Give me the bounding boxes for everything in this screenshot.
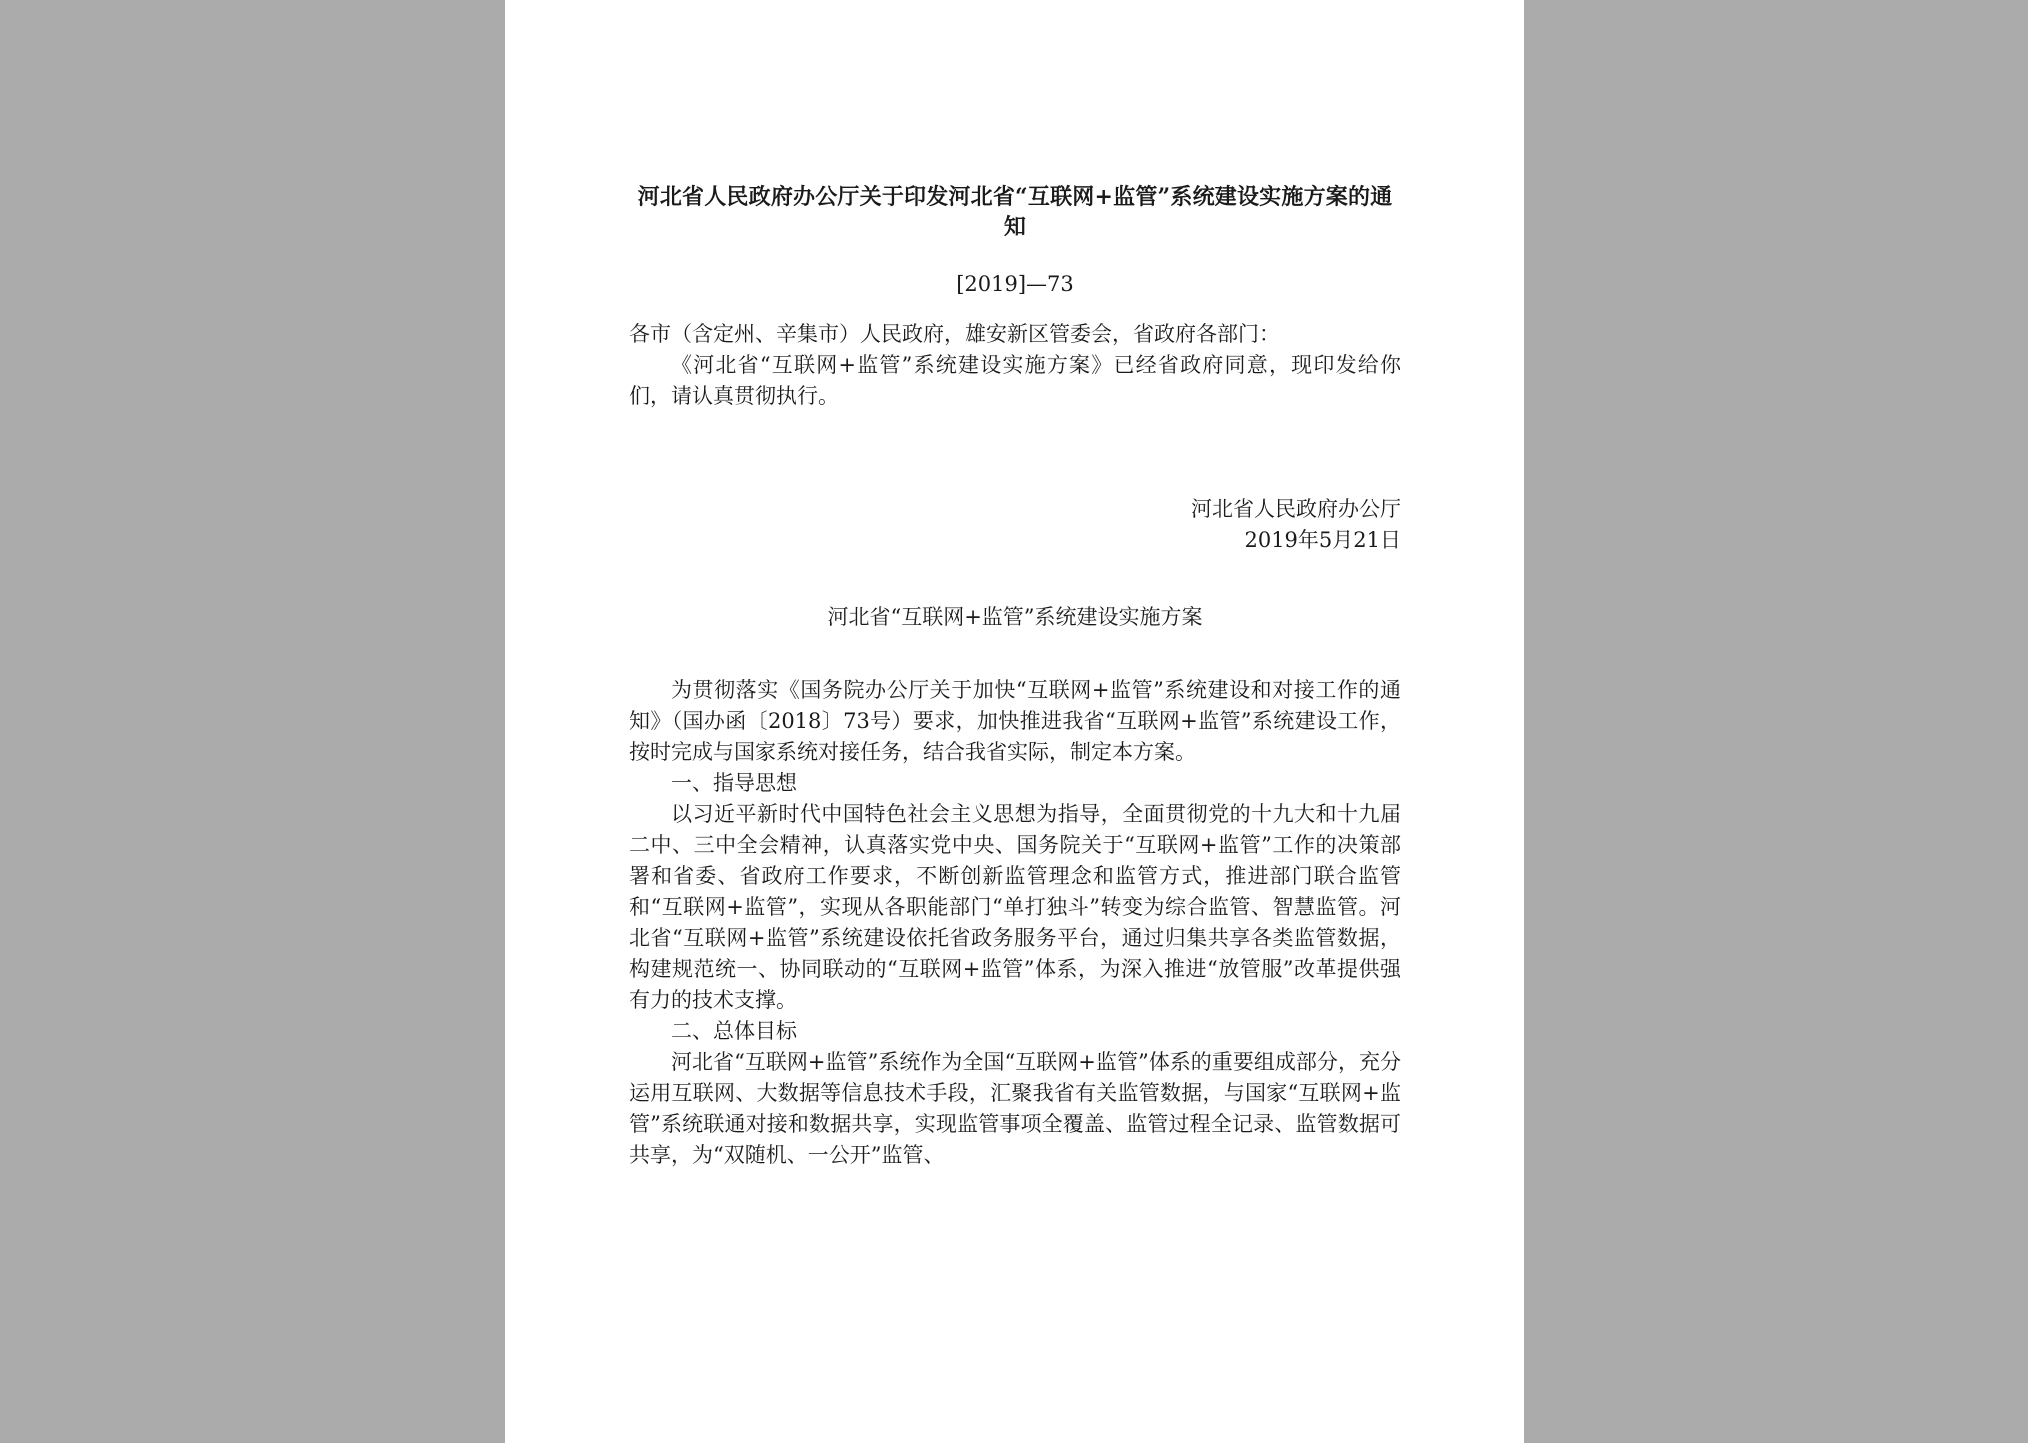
issuer-name: 河北省人民政府办公厅 (1191, 497, 1401, 521)
signature-block (629, 494, 1401, 556)
section-body-1: 以习近平新时代中国特色社会主义思想为指导，全面贯彻党的十九大和十九届二中、三中全会精神，认真落实党中央、国务院关于“互联网+监管”工作的决策部署和省委、省政府工作要求，不断创新监管理念和监管方式，推进部门联合监管和“互联网+监管”，实现从各职能部门“单打独斗”转变为综合监管、智慧监管。河北省“互联网+监管”系统建设依托省政务服务平台，通过归集共享各类监管数据，构建规范统一、协同联动的“互联网+监管”体系，为深入推进“放管服”改革提供强有力的技术支撑。 (629, 802, 1401, 1012)
issue-date: 2019年5月21日 (1244, 528, 1401, 552)
plan-title: 河北省“互联网+监管”系统建设实施方案 (827, 605, 1203, 629)
plan-body (629, 675, 1401, 1171)
section-body-2: 河北省“互联网+监管”系统作为全国“互联网+监管”体系的重要组成部分，充分运用互联网、大数据等信息技术手段，汇聚我省有关监管数据，与国家“互联网+监管”系统联通对接和数据共享，实现监管事项全覆盖、监管过程全记录、监管数据可共享，为“双随机、一公开”监管、 (629, 1050, 1401, 1167)
document-number: [2019]—73 (956, 272, 1074, 296)
page-content (629, 182, 1401, 1171)
addressee-line: 各市（含定州、辛集市）人民政府，雄安新区管委会，省政府各部门： (629, 322, 1280, 346)
notice-body: 《河北省“互联网+监管”系统建设实施方案》已经省政府同意，现印发给你们，请认真贯彻执行。 (629, 353, 1401, 408)
section-heading-2: 二、总体目标 (671, 1019, 797, 1043)
intro-paragraph: 为贯彻落实《国务院办公厅关于加快“互联网+监管”系统建设和对接工作的通知》（国办函〔2018〕73号）要求，加快推进我省“互联网+监管”系统建设工作，按时完成与国家系统对接任务，结合我省实际，制定本方案。 (629, 678, 1401, 764)
notice-title: 河北省人民政府办公厅关于印发河北省“互联网+监管”系统建设实施方案的通知 (637, 184, 1393, 240)
section-heading-1: 一、指导思想 (671, 771, 797, 795)
document-page (505, 0, 1524, 1443)
